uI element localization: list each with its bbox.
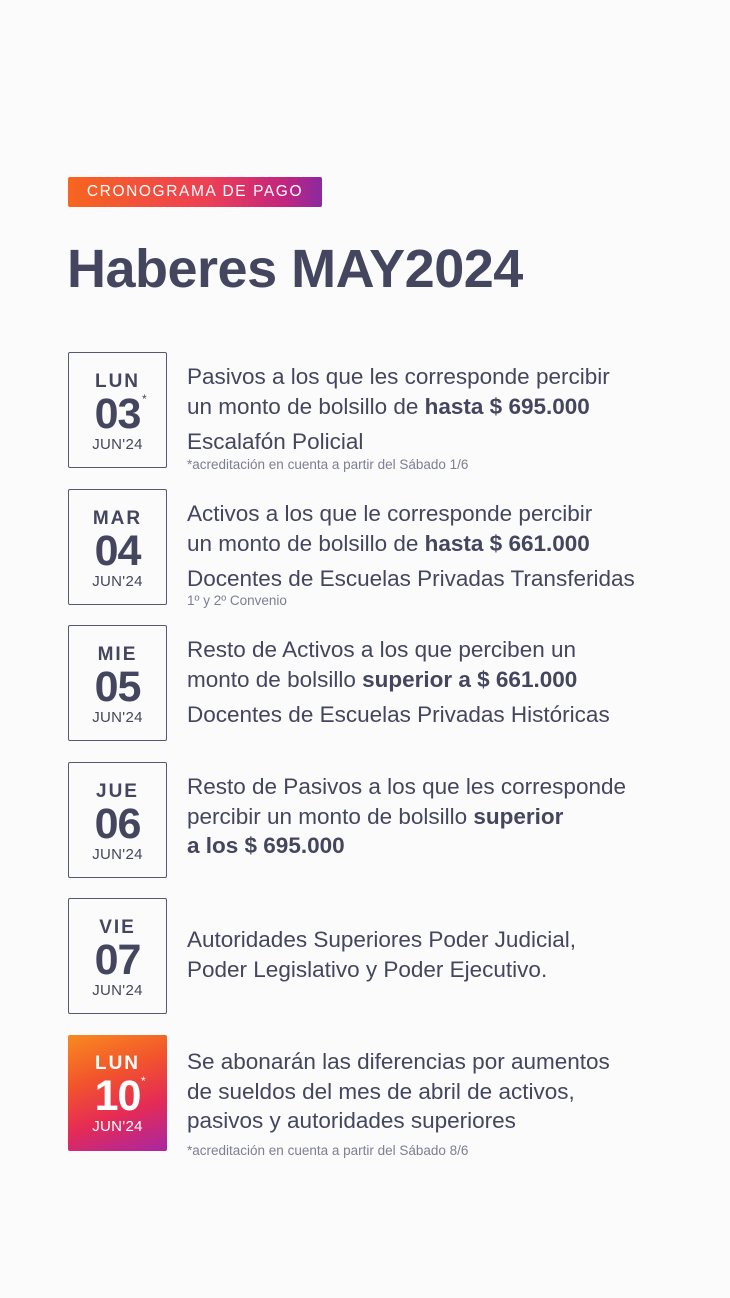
date-box-mar-04 [68, 489, 167, 605]
asterisk-mark: * [141, 1074, 146, 1088]
day-of-week: JUE [96, 781, 139, 802]
entry-subtitle: Escalafón Policial [187, 429, 364, 454]
desc-line: Pasivos a los que les corresponde percibir [187, 364, 610, 389]
entry-subtitle: Docentes de Escuelas Privadas Transferidas [187, 566, 635, 591]
entry-jue-06 [187, 772, 697, 861]
desc-line: un monto de bolsillo de [187, 393, 425, 419]
desc-line: Resto de Activos a los que perciben un [187, 637, 576, 662]
desc-line: Se abonarán las diferencias por aumentos [187, 1049, 610, 1074]
entry-description [187, 362, 697, 421]
desc-line: percibir un monto de bolsillo [187, 803, 474, 829]
date-box-lun-10 [68, 1035, 167, 1151]
day-of-week: MIE [97, 644, 138, 665]
day-of-week: MAR [92, 508, 143, 529]
entry-mar-04 [187, 499, 697, 610]
entry-mie-05 [187, 635, 697, 729]
desc-line: monto de bolsillo [187, 666, 363, 692]
desc-line: Autoridades Superiores Poder Judicial, [187, 927, 576, 952]
entry-description [187, 925, 697, 984]
entry-subtitle: Docentes de Escuelas Privadas Históricas [187, 702, 610, 727]
entry-description [187, 499, 697, 558]
day-number: 03 [94, 390, 141, 438]
day-number: 07 [94, 936, 141, 984]
entry-description [187, 1047, 697, 1136]
desc-line: un monto de bolsillo de [187, 530, 425, 556]
month-label: JUN'24 [92, 436, 143, 453]
amount-highlight: hasta $ 661.000 [424, 530, 590, 556]
amount-highlight: superior [473, 803, 564, 829]
entry-vie-07 [187, 925, 697, 984]
day-number: 06 [94, 800, 141, 848]
month-label: JUN'24 [92, 1118, 143, 1135]
desc-line: de sueldos del mes de abril de activos, [187, 1078, 575, 1104]
month-label: JUN'24 [92, 709, 143, 726]
amount-highlight: a los $ 695.000 [187, 833, 345, 858]
day-of-week: VIE [99, 917, 136, 938]
desc-line: Activos a los que le corresponde percibir [187, 501, 593, 526]
asterisk-mark: * [142, 392, 147, 406]
amount-highlight: superior a $ 661.000 [362, 666, 578, 692]
month-label: JUN'24 [92, 982, 143, 999]
page-title: Haberes MAY2024 [67, 239, 523, 299]
month-label: JUN'24 [92, 573, 143, 590]
date-box-jue-06 [68, 762, 167, 878]
month-label: JUN'24 [92, 846, 143, 863]
desc-line: Resto de Pasivos a los que les corresponde [187, 774, 627, 799]
entry-note: *acreditación en cuenta a partir del Sábado 1/6 [187, 457, 469, 472]
desc-line: Poder Legislativo y Poder Ejecutivo. [187, 956, 548, 982]
day-number: 04 [94, 527, 141, 575]
date-box-lun-03 [68, 352, 167, 468]
day-number: 10 [94, 1072, 141, 1120]
schedule-badge: CRONOGRAMA DE PAGO [68, 177, 322, 207]
day-of-week: LUN [94, 1053, 141, 1074]
amount-highlight: hasta $ 695.000 [424, 393, 590, 419]
entry-note: 1º y 2º Convenio [187, 593, 287, 608]
entry-lun-03 [187, 362, 697, 474]
date-box-vie-07 [68, 898, 167, 1014]
entry-note: *acreditación en cuenta a partir del Sábado 8/6 [187, 1142, 469, 1158]
day-of-week: LUN [94, 371, 141, 392]
day-number: 05 [94, 663, 141, 711]
entry-lun-10 [187, 1047, 697, 1160]
entry-description [187, 635, 697, 694]
entry-description [187, 772, 697, 861]
date-box-mie-05 [68, 625, 167, 741]
desc-line: pasivos y autoridades superiores [187, 1108, 516, 1133]
